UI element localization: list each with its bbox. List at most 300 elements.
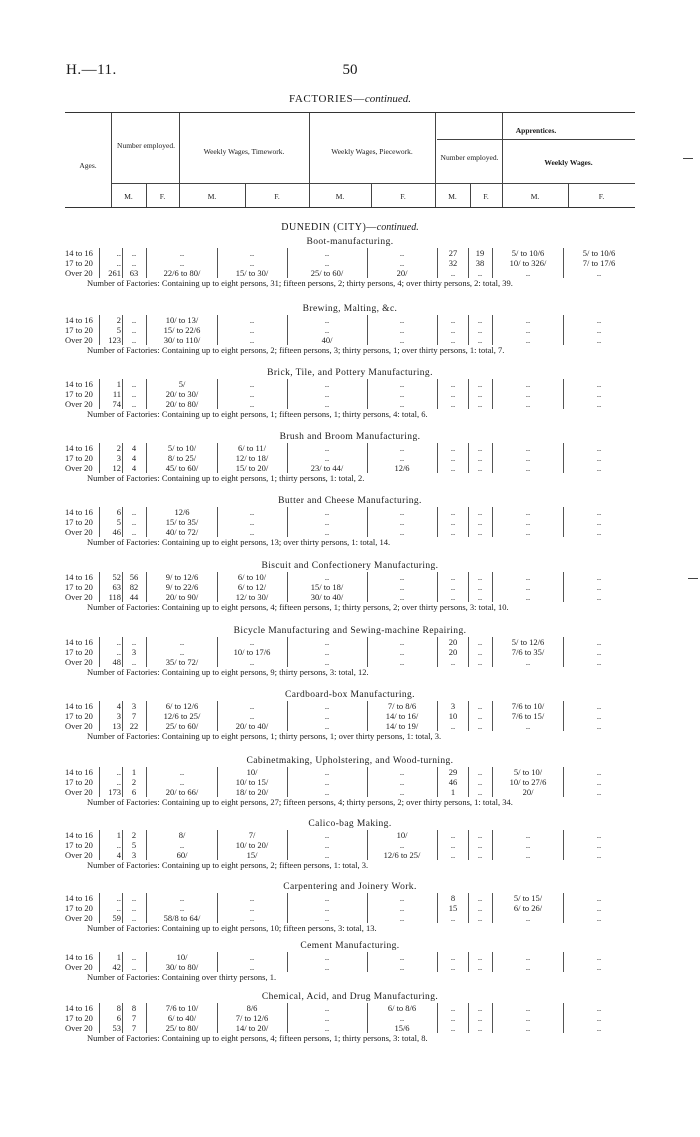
piecework-men-cell: ..	[324, 1023, 330, 1033]
apprentice-wage-women-cell: ..	[596, 335, 602, 345]
industry-title: Chemical, Acid, and Drug Manufacturing.	[261, 992, 439, 1002]
timework-men-cell: ..	[179, 258, 185, 268]
men-employed-cell: 46	[112, 527, 121, 537]
factory-count-note: Number of Factories: Containing up to eight persons, 10; fifteen persons, 3: total, 13.	[87, 923, 377, 933]
piecework-women-cell: ..	[399, 507, 405, 517]
column-rule	[437, 893, 438, 903]
page-number: 50	[342, 62, 358, 78]
factory-count-note: Number of Factories: Containing up to eight persons, 31; fifteen persons, 2; thirty persons, 4; over thirty persons, 2: total, 39.	[87, 278, 513, 288]
piecework-men-cell: ..	[324, 1013, 330, 1023]
column-rule	[437, 315, 438, 325]
piecework-men-cell: 40/	[321, 335, 333, 345]
industry-title: Boot-manufacturing.	[306, 237, 394, 247]
apprentice-men-cell: ..	[450, 527, 456, 537]
column-rule	[437, 443, 438, 453]
men-employed-cell: 3	[116, 453, 121, 463]
men-employed-cell: 59	[112, 913, 121, 923]
piecework-men-cell: ..	[324, 379, 330, 389]
table-row	[65, 850, 635, 860]
men-employed-cell: ..	[116, 777, 121, 787]
piecework-women-cell: 14/ to 19/	[385, 721, 419, 731]
column-rule	[437, 767, 438, 777]
timework-women-cell: 12/ to 30/	[235, 592, 269, 602]
apprentice-wage-men-cell: ..	[525, 335, 531, 345]
header-m: M.	[448, 192, 457, 201]
industry-title: Bicycle Manufacturing and Sewing-machine Repairing.	[233, 626, 467, 636]
piecework-women-cell: ..	[399, 777, 405, 787]
industry-title: Cabinetmaking, Upholstering, and Wood-turning.	[246, 756, 454, 766]
women-employed-cell: ..	[131, 657, 137, 667]
column-rule	[437, 637, 438, 647]
apprentice-women-cell: ..	[477, 325, 483, 335]
column-rule	[99, 657, 100, 667]
age-cell: 17 to 20	[65, 453, 93, 463]
column-rule	[99, 893, 100, 903]
age-cell: 17 to 20	[65, 517, 93, 527]
column-rule	[437, 913, 438, 923]
apprentice-wage-women-cell: ..	[596, 268, 602, 278]
column-rule	[99, 711, 100, 721]
piecework-men-cell: ..	[324, 893, 330, 903]
piecework-women-cell: ..	[399, 517, 405, 527]
apprentice-wage-men-cell: ..	[525, 962, 531, 972]
timework-men-cell: 30/ to 110/	[163, 335, 201, 345]
apprentice-wage-men-cell: ..	[525, 952, 531, 962]
timework-men-cell: 20/ to 66/	[165, 787, 199, 797]
apprentice-wage-men-cell: 7/6 to 35/	[511, 647, 545, 657]
timework-men-cell: 8/ to 25/	[167, 453, 197, 463]
piecework-men-cell: ..	[324, 657, 330, 667]
apprentice-wage-men-cell: 20/	[522, 787, 534, 797]
age-cell: 14 to 16	[65, 952, 93, 962]
women-employed-cell: 1	[131, 767, 137, 777]
column-rule	[437, 647, 438, 657]
apprentice-men-cell: ..	[450, 399, 456, 409]
men-employed-cell: 173	[108, 787, 121, 797]
apprentice-women-cell: ..	[477, 315, 483, 325]
apprentice-wage-men-cell: ..	[525, 657, 531, 667]
men-employed-cell: 13	[112, 721, 121, 731]
timework-women-cell: ..	[249, 527, 255, 537]
apprentice-wage-men-cell: ..	[525, 913, 531, 923]
timework-men-cell: 20/ to 30/	[165, 389, 199, 399]
table-row	[65, 840, 635, 850]
apprentice-women-cell: ..	[477, 637, 483, 647]
industry-title: Calico-bag Making.	[308, 819, 392, 829]
column-rule	[437, 721, 438, 731]
header-m: M.	[207, 192, 217, 201]
men-employed-cell: 118	[108, 592, 121, 602]
apprentice-men-cell: 32	[448, 258, 458, 268]
apprentice-men-cell: ..	[450, 1023, 456, 1033]
table-row	[65, 527, 635, 537]
piecework-men-cell: ..	[324, 637, 330, 647]
apprentice-men-cell: ..	[450, 913, 456, 923]
apprentice-men-cell: ..	[450, 572, 456, 582]
column-rule	[99, 507, 100, 517]
piecework-men-cell: ..	[324, 1003, 330, 1013]
apprentice-women-cell: ..	[477, 787, 483, 797]
column-rule	[99, 335, 100, 345]
table-row	[65, 952, 635, 962]
column-rule	[437, 777, 438, 787]
timework-women-cell: 15/ to 20/	[235, 463, 269, 473]
timework-men-cell: 6/ to 40/	[167, 1013, 197, 1023]
timework-women-cell: ..	[249, 335, 255, 345]
apprentice-women-cell: 38	[475, 258, 485, 268]
column-rule	[99, 248, 100, 258]
apprentice-wage-men-cell: 10/ to 326/	[509, 258, 547, 268]
piecework-men-cell: ..	[324, 527, 330, 537]
piecework-women-cell: ..	[399, 572, 405, 582]
column-rule	[99, 962, 100, 972]
men-employed-cell: 5	[116, 325, 121, 335]
age-cell: 14 to 16	[65, 315, 93, 325]
apprentice-wage-women-cell: ..	[596, 701, 602, 711]
piecework-women-cell: ..	[399, 657, 405, 667]
men-employed-cell: 261	[108, 268, 121, 278]
table-row	[65, 399, 635, 409]
apprentice-wage-women-cell: ..	[596, 850, 602, 860]
age-cell: Over 20	[65, 657, 93, 667]
column-rule	[437, 463, 438, 473]
age-cell: 14 to 16	[65, 637, 93, 647]
table-row	[65, 1023, 635, 1033]
apprentice-men-cell: ..	[450, 582, 456, 592]
piecework-men-cell: ..	[324, 962, 330, 972]
header-apprentices: Apprentices.	[515, 126, 557, 135]
piecework-men-cell: ..	[324, 389, 330, 399]
apprentice-women-cell: ..	[477, 1013, 483, 1023]
apprentice-women-cell: ..	[477, 701, 483, 711]
column-rule	[99, 701, 100, 711]
industry-section	[65, 625, 635, 677]
column-rule	[437, 248, 438, 258]
timework-men-cell: 10/	[176, 952, 188, 962]
timework-women-cell: 10/ to 15/	[235, 777, 269, 787]
timework-men-cell: 12/6	[174, 507, 190, 517]
table-row	[65, 721, 635, 731]
men-employed-cell: 63	[112, 582, 121, 592]
men-employed-cell: ..	[116, 893, 121, 903]
industry-section	[65, 367, 635, 419]
men-employed-cell: 4	[116, 701, 121, 711]
apprentice-wage-men-cell: ..	[525, 572, 531, 582]
apprentice-wage-men-cell: 6/ to 26/	[513, 903, 543, 913]
apprentice-women-cell: ..	[477, 767, 483, 777]
apprentice-wage-men-cell: ..	[525, 1013, 531, 1023]
apprentice-wage-women-cell: ..	[596, 962, 602, 972]
table-row	[65, 453, 635, 463]
age-cell: Over 20	[65, 335, 93, 345]
piecework-men-cell: ..	[324, 913, 330, 923]
apprentice-wage-women-cell: ..	[596, 463, 602, 473]
women-employed-cell: ..	[131, 379, 137, 389]
apprentice-wage-women-cell: ..	[596, 325, 602, 335]
men-employed-cell: 12	[112, 463, 121, 473]
piecework-men-cell: ..	[324, 507, 330, 517]
apprentice-wage-women-cell: ..	[596, 443, 602, 453]
industry-section	[65, 818, 635, 870]
age-cell: Over 20	[65, 527, 93, 537]
industry-section	[65, 881, 635, 933]
industry-title: Brewing, Malting, &c.	[302, 304, 398, 314]
factory-count-note: Number of Factories: Containing up to eight persons, 27; fifteen persons, 4; thirty persons, 2; over thirty persons, 1: total, 34.	[87, 797, 513, 807]
table-row	[65, 315, 635, 325]
apprentice-wage-men-cell: ..	[525, 840, 531, 850]
timework-men-cell: 60/	[176, 850, 188, 860]
apprentice-women-cell: ..	[477, 443, 483, 453]
timework-women-cell: ..	[249, 258, 255, 268]
women-employed-cell: ..	[131, 389, 137, 399]
apprentice-wage-women-cell: ..	[596, 1003, 602, 1013]
women-employed-cell: ..	[131, 507, 137, 517]
industry-section	[65, 303, 635, 355]
men-employed-cell: ..	[116, 637, 121, 647]
page-title: FACTORIES—continued.	[288, 93, 412, 105]
timework-men-cell: 10/ to 13/	[165, 315, 199, 325]
piecework-women-cell: ..	[399, 379, 405, 389]
timework-women-cell: ..	[249, 657, 255, 667]
apprentice-women-cell: ..	[477, 379, 483, 389]
piecework-men-cell: ..	[324, 701, 330, 711]
piecework-men-cell: ..	[324, 840, 330, 850]
table-row	[65, 325, 635, 335]
piecework-women-cell: ..	[399, 315, 405, 325]
women-employed-cell: 7	[131, 1013, 137, 1023]
timework-men-cell: 5/ to 10/	[167, 443, 197, 453]
apprentice-women-cell: ..	[477, 962, 483, 972]
women-employed-cell: 2	[131, 830, 137, 840]
table-row	[65, 701, 635, 711]
timework-women-cell: ..	[249, 248, 255, 258]
apprentice-men-cell: ..	[450, 592, 456, 602]
timework-men-cell: 8/	[178, 830, 186, 840]
piecework-men-cell: ..	[324, 258, 330, 268]
column-rule	[437, 840, 438, 850]
apprentice-wage-women-cell: ..	[596, 711, 602, 721]
timework-women-cell: 20/ to 40/	[235, 721, 269, 731]
age-cell: 14 to 16	[65, 1003, 93, 1013]
piecework-women-cell: ..	[399, 258, 405, 268]
timework-men-cell: 12/6 to 25/	[163, 711, 201, 721]
apprentice-men-cell: 20	[448, 647, 458, 657]
apprentice-women-cell: 19	[475, 248, 485, 258]
table-row	[65, 517, 635, 527]
column-rule	[99, 463, 100, 473]
apprentice-wage-men-cell: 10/ to 27/6	[509, 777, 547, 787]
timework-women-cell: 14/ to 20/	[235, 1023, 269, 1033]
apprentice-men-cell: ..	[450, 1003, 456, 1013]
apprentice-women-cell: ..	[477, 453, 483, 463]
column-rule	[99, 258, 100, 268]
men-employed-cell: 1	[116, 830, 121, 840]
apprentice-women-cell: ..	[477, 952, 483, 962]
apprentice-wage-women-cell: ..	[596, 647, 602, 657]
apprentice-wage-men-cell: ..	[525, 315, 531, 325]
industry-title: Biscuit and Confectionery Manufacturing.	[261, 561, 439, 571]
column-rule	[437, 830, 438, 840]
timework-women-cell: ..	[249, 315, 255, 325]
apprentice-men-cell: ..	[450, 507, 456, 517]
apprentice-wage-women-cell: 5/ to 10/6	[582, 248, 616, 258]
apprentice-men-cell: ..	[450, 517, 456, 527]
header-f: F.	[159, 192, 166, 201]
apprentice-wage-men-cell: ..	[525, 527, 531, 537]
age-cell: 14 to 16	[65, 443, 93, 453]
apprentice-women-cell: ..	[477, 582, 483, 592]
header-f: F.	[274, 192, 280, 201]
timework-women-cell: ..	[249, 711, 255, 721]
apprentice-men-cell: 46	[448, 777, 458, 787]
piecework-men-cell: 30/ to 40/	[310, 592, 344, 602]
timework-women-cell: ..	[249, 399, 255, 409]
piecework-women-cell: ..	[399, 335, 405, 345]
apprentice-men-cell: ..	[450, 952, 456, 962]
timework-women-cell: ..	[249, 962, 255, 972]
women-employed-cell: 82	[129, 582, 139, 592]
age-cell: 14 to 16	[65, 507, 93, 517]
piecework-women-cell: ..	[399, 248, 405, 258]
header-m: M.	[124, 192, 133, 201]
age-cell: Over 20	[65, 721, 93, 731]
report-code: H.—11.	[66, 62, 117, 78]
piecework-men-cell: ..	[324, 647, 330, 657]
men-employed-cell: 2	[116, 443, 121, 453]
women-employed-cell: 22	[129, 721, 139, 731]
apprentice-wage-women-cell: ..	[596, 830, 602, 840]
industry-section	[65, 991, 635, 1043]
column-rule	[437, 572, 438, 582]
timework-women-cell: 10/ to 20/	[235, 840, 269, 850]
column-rule	[99, 325, 100, 335]
timework-men-cell: ..	[179, 767, 185, 777]
column-rule	[99, 850, 100, 860]
apprentice-wage-men-cell: 7/6 to 10/	[511, 701, 545, 711]
piecework-women-cell: ..	[399, 325, 405, 335]
timework-men-cell: 35/ to 72/	[165, 657, 199, 667]
age-cell: 17 to 20	[65, 582, 93, 592]
column-rule	[99, 647, 100, 657]
header-m: M.	[335, 192, 345, 201]
apprentice-women-cell: ..	[477, 777, 483, 787]
age-cell: 14 to 16	[65, 830, 93, 840]
piecework-men-cell: ..	[324, 315, 330, 325]
apprentice-wage-men-cell: 7/6 to 15/	[511, 711, 545, 721]
factory-count-note: Number of Factories: Containing up to eight persons, 1; fifteen persons, 1; thirty persons, 4: total, 6.	[87, 409, 428, 419]
piecework-men-cell: ..	[324, 767, 330, 777]
timework-women-cell: 8/6	[246, 1003, 258, 1013]
column-rule	[437, 711, 438, 721]
apprentice-wage-women-cell: ..	[596, 840, 602, 850]
apprentice-men-cell: ..	[450, 850, 456, 860]
age-cell: 14 to 16	[65, 248, 93, 258]
apprentice-men-cell: ..	[450, 657, 456, 667]
column-rule	[437, 903, 438, 913]
apprentice-wage-men-cell: 5/ to 10/	[513, 767, 543, 777]
timework-men-cell: 15/ to 22/6	[163, 325, 201, 335]
apprentice-wage-men-cell: ..	[525, 592, 531, 602]
apprentice-women-cell: ..	[477, 721, 483, 731]
table-row	[65, 389, 635, 399]
apprentice-wage-women-cell: 7/ to 17/6	[582, 258, 616, 268]
apprentice-women-cell: ..	[477, 840, 483, 850]
header-apprentice-wages: Weekly Wages.	[544, 158, 593, 167]
column-rule	[99, 1023, 100, 1033]
column-rule	[437, 389, 438, 399]
header-f: F.	[400, 192, 406, 201]
women-employed-cell: ..	[131, 893, 137, 903]
timework-men-cell: 40/ to 72/	[165, 527, 199, 537]
women-employed-cell: 5	[131, 840, 137, 850]
industry-section	[65, 940, 635, 982]
column-rule	[437, 1023, 438, 1033]
table-row	[65, 903, 635, 913]
header-timework: Weekly Wages, Timework.	[203, 147, 285, 156]
apprentice-wage-women-cell: ..	[596, 913, 602, 923]
piecework-women-cell: 10/	[396, 830, 408, 840]
age-cell: 17 to 20	[65, 325, 93, 335]
age-cell: Over 20	[65, 268, 93, 278]
timework-men-cell: 7/6 to 10/	[165, 1003, 199, 1013]
apprentice-women-cell: ..	[477, 389, 483, 399]
piecework-men-cell: ..	[324, 952, 330, 962]
timework-men-cell: 25/ to 80/	[165, 1023, 199, 1033]
timework-men-cell: ..	[179, 893, 185, 903]
apprentice-wage-men-cell: ..	[525, 399, 531, 409]
apprentice-wage-men-cell: ..	[525, 453, 531, 463]
column-rule	[99, 767, 100, 777]
column-rule	[99, 777, 100, 787]
timework-women-cell: 18/ to 20/	[235, 787, 269, 797]
table-row	[65, 463, 635, 473]
table-row	[65, 711, 635, 721]
column-rule	[437, 657, 438, 667]
column-rule	[99, 315, 100, 325]
apprentice-men-cell: 29	[448, 767, 458, 777]
table-row	[65, 647, 635, 657]
men-employed-cell: 74	[112, 399, 121, 409]
table-row	[65, 1013, 635, 1023]
apprentice-men-cell: 8	[450, 893, 456, 903]
apprentice-wage-women-cell: ..	[596, 1023, 602, 1033]
timework-men-cell: 9/ to 22/6	[165, 582, 199, 592]
piecework-women-cell: ..	[399, 637, 405, 647]
men-employed-cell: ..	[116, 903, 121, 913]
women-employed-cell: 44	[129, 592, 139, 602]
column-rule	[99, 592, 100, 602]
column-rule	[437, 850, 438, 860]
timework-men-cell: 22/6 to 80/	[163, 268, 201, 278]
table-row	[65, 913, 635, 923]
apprentice-women-cell: ..	[477, 830, 483, 840]
apprentice-wage-women-cell: ..	[596, 389, 602, 399]
men-employed-cell: ..	[116, 258, 121, 268]
timework-women-cell: 15/ to 30/	[235, 268, 269, 278]
apprentice-men-cell: 15	[448, 903, 458, 913]
apprentice-women-cell: ..	[477, 592, 483, 602]
timework-men-cell: 5/	[178, 379, 186, 389]
column-rule	[99, 268, 100, 278]
women-employed-cell: 6	[131, 787, 137, 797]
apprentice-wage-women-cell: ..	[596, 767, 602, 777]
industry-section	[65, 431, 635, 483]
piecework-men-cell: ..	[324, 443, 330, 453]
apprentice-women-cell: ..	[477, 572, 483, 582]
apprentice-men-cell: ..	[450, 962, 456, 972]
women-employed-cell: ..	[131, 527, 137, 537]
factory-count-note: Number of Factories: Containing up to eight persons, 1; thirty persons, 1; over thirty persons, 1: total, 3.	[87, 731, 442, 741]
